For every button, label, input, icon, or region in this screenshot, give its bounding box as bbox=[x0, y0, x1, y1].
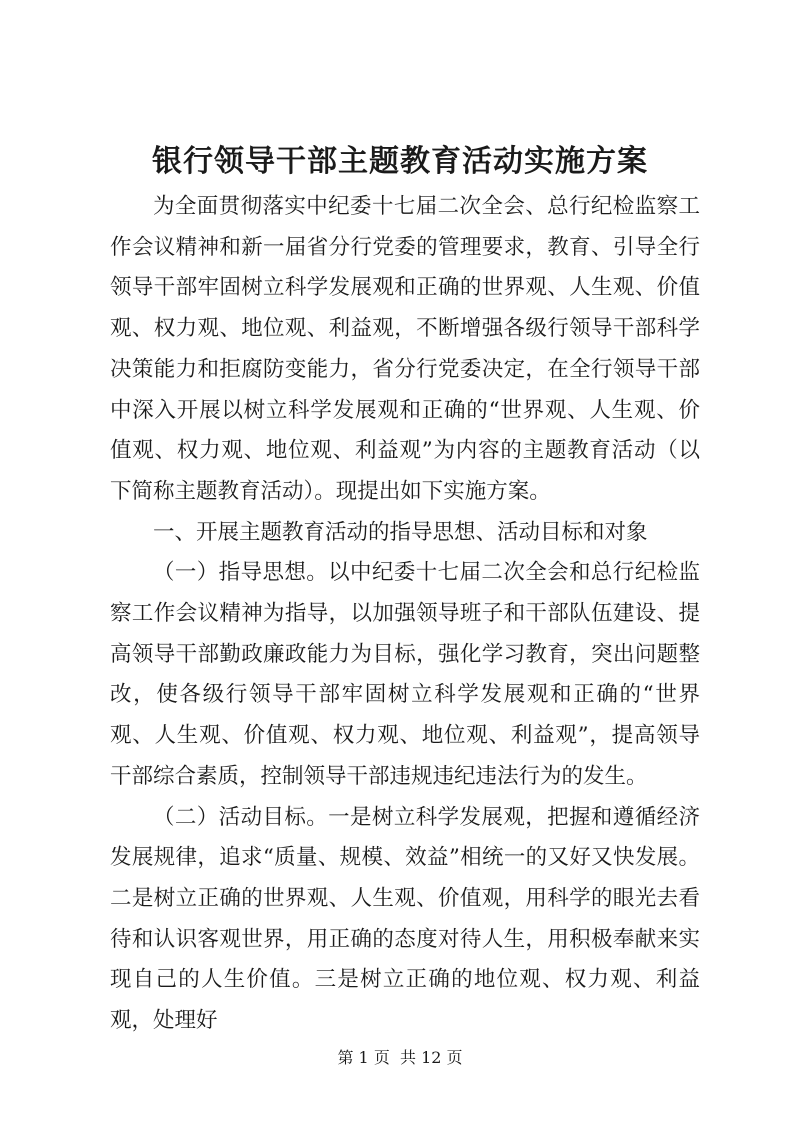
document-title: 银行领导干部主题教育活动实施方案 bbox=[152, 144, 648, 179]
paragraph-activity-goals: （二）活动目标。一是树立科学发展观，把握和遵循经济发展规律，追求“质量、规模、效益”相统一的又好又快发展。二是树立正确的世界观、人生观、价值观，用科学的眼光去看待和认识客观世界，用正确的态度对待人生，用积极奉献来实现自己的人生价值。三是树立正确的地位观、权力观、利益观，处理好 bbox=[110, 804, 700, 1034]
paragraph-intro: 为全面贯彻落实中纪委十七届二次全会、总行纪检监察工作会议精神和新一届省分行党委的管理要求，教育、引导全行领导干部牢固树立科学发展观和正确的世界观、人生观、价值观、权力观、地位观、利益观，不断增强各级行领导干部科学决策能力和拒腐防变能力，省分行党委决定，在全行领导干部中深入开展以树立科学发展观和正确的“世界观、人生观、价值观、权力观、地位观、利益观”为内容的主题教育活动（以下简称主题教育活动）。现提出如下实施方案。 bbox=[110, 194, 700, 504]
page-number: 第 1 页 共 12 页 bbox=[337, 1048, 463, 1067]
section-heading-1: 一、开展主题教育活动的指导思想、活动目标和对象 bbox=[153, 519, 648, 545]
page-footer bbox=[0, 1048, 800, 1068]
paragraph-guiding-ideology: （一）指导思想。以中纪委十七届二次全会和总行纪检监察工作会议精神为指导，以加强领导班子和干部队伍建设、提高领导干部勤政廉政能力为目标，强化学习教育，突出问题整改，使各级行领导干部牢固树立科学发展观和正确的“世界观、人生观、价值观、权力观、地位观、利益观”，提高领导干部综合素质，控制领导干部违规违纪违法行为的发生。 bbox=[110, 560, 700, 789]
document-body bbox=[110, 187, 700, 1042]
